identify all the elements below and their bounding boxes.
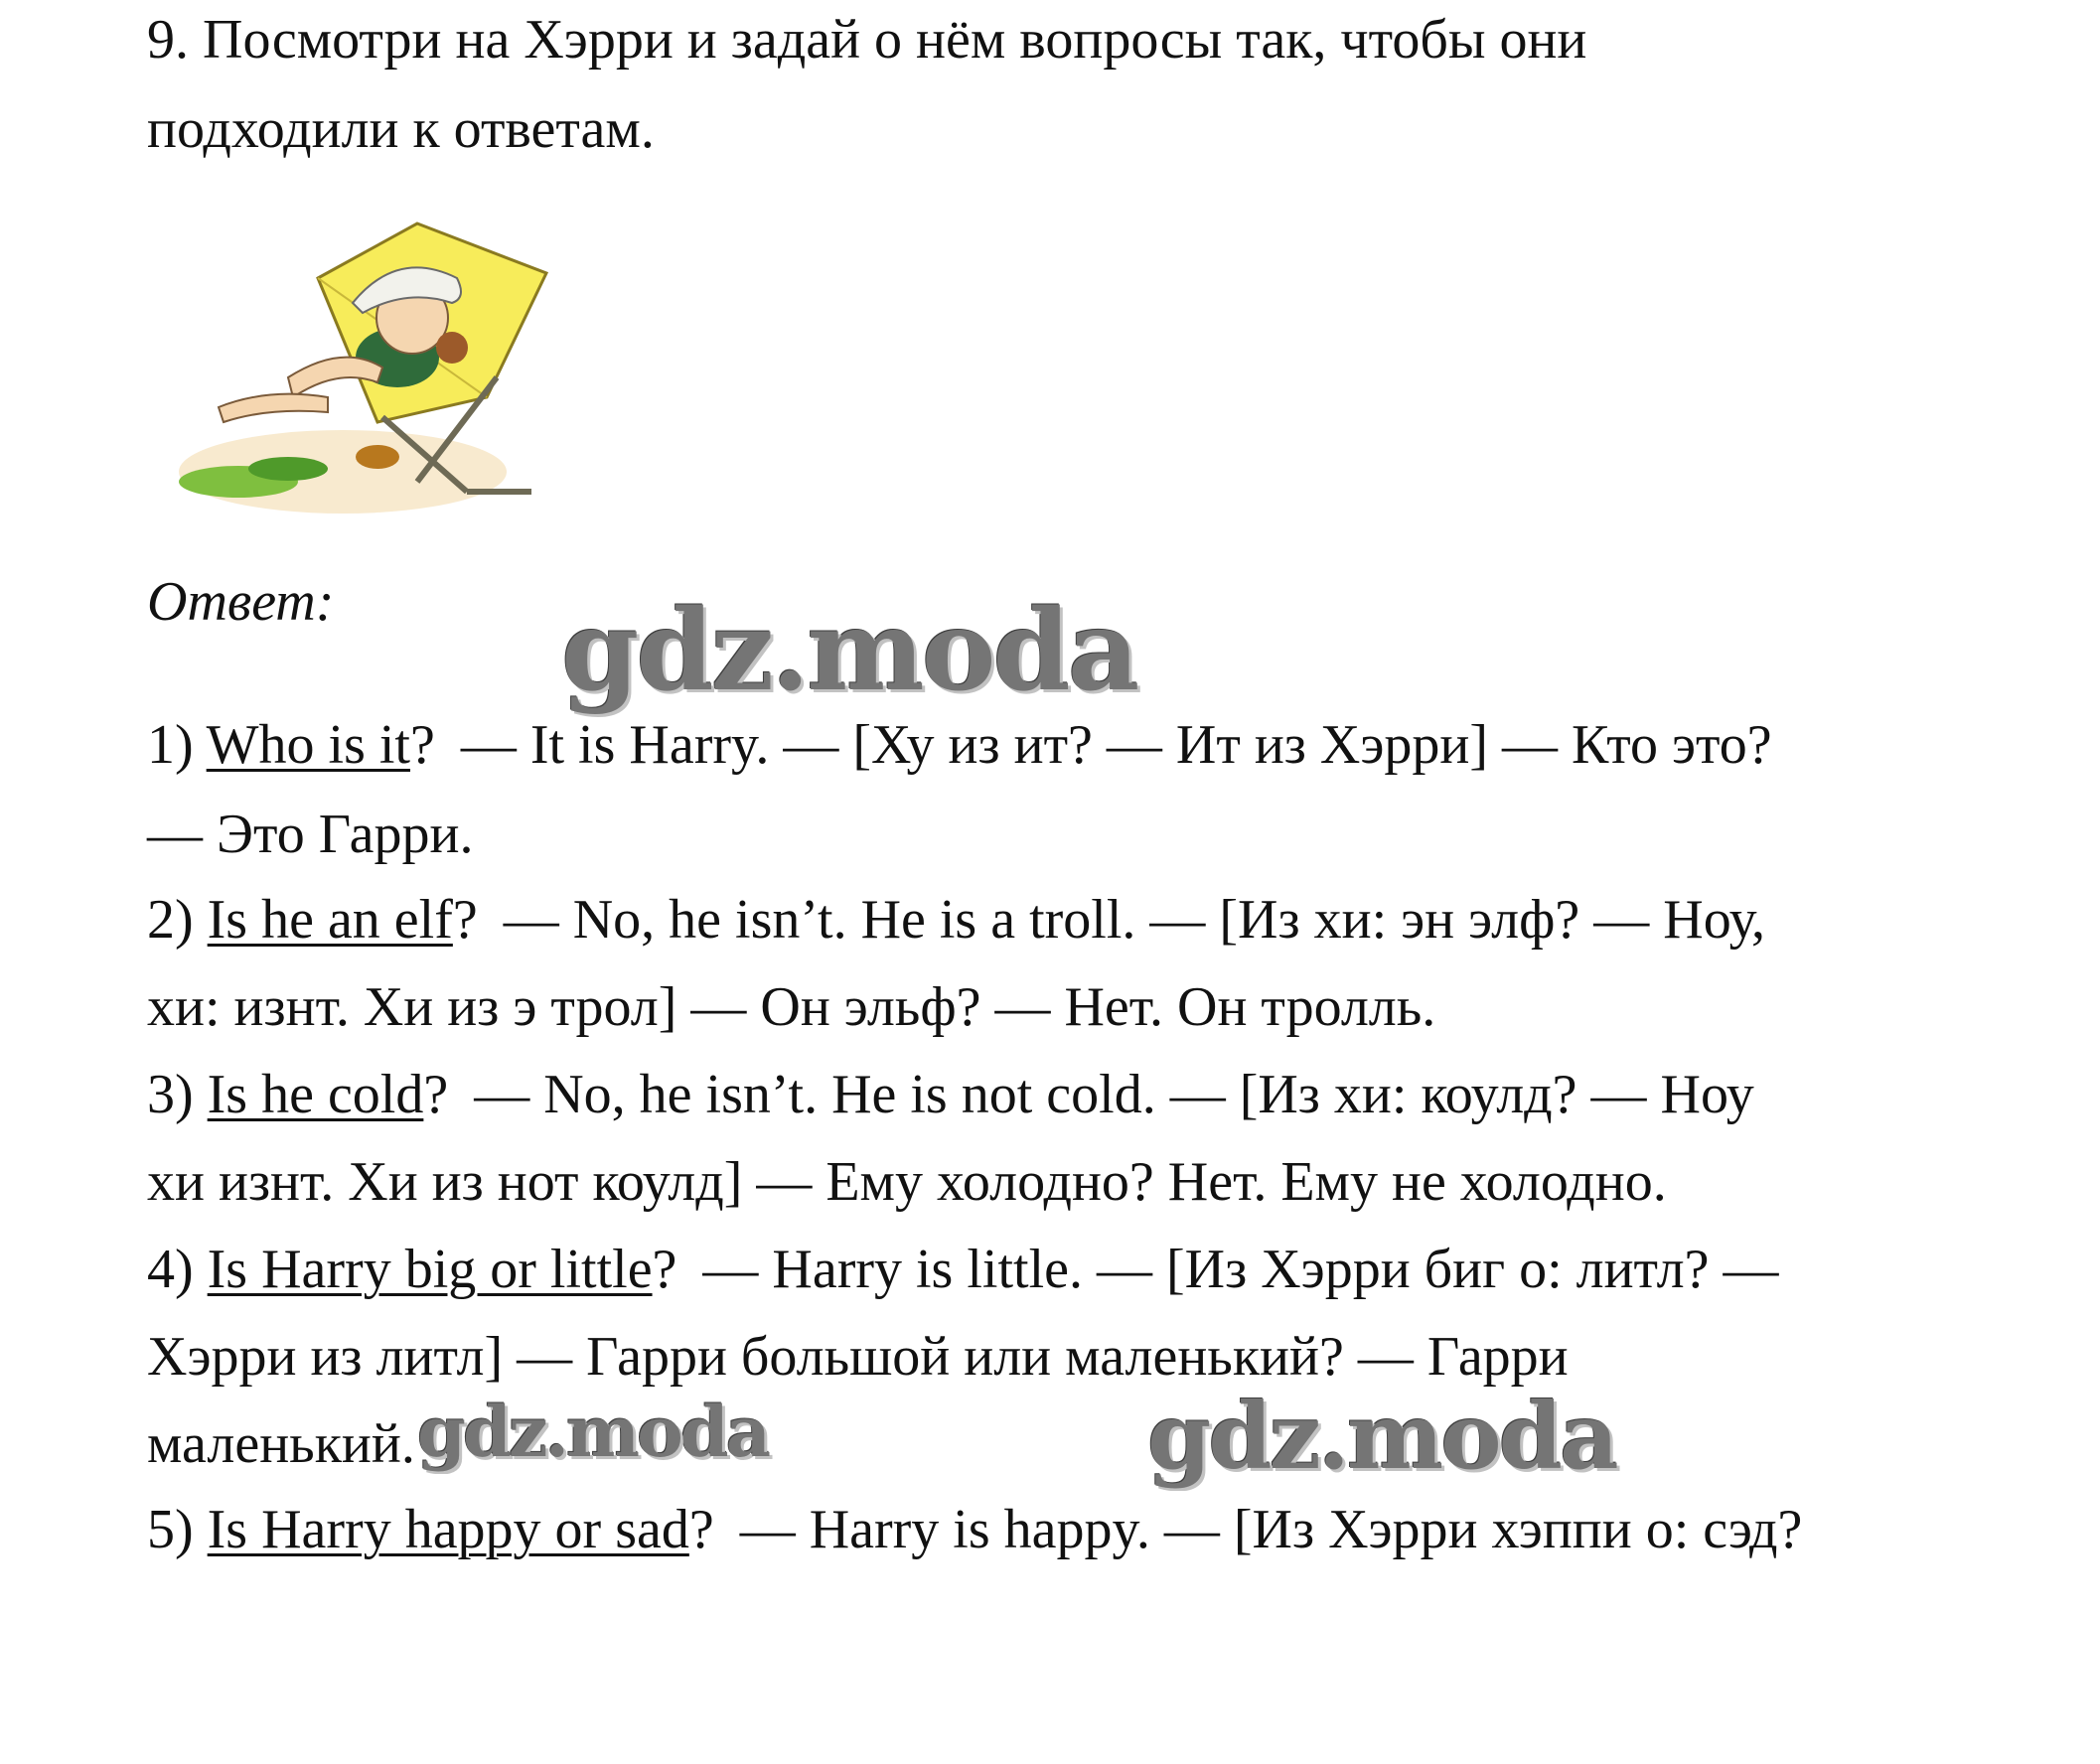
question-text: Who is it [206, 714, 410, 776]
answer-text: — No, he isn’t. He is a troll. — [Из хи: эн элф? — Ноу, [503, 889, 1765, 951]
item-number: 3) [147, 1064, 194, 1125]
question-mark: ? [423, 1064, 449, 1125]
watermark: gdz.moda [1147, 1383, 1616, 1490]
watermark: gdz.moda [417, 1391, 769, 1473]
answer-item-1-line-2: — Это Гарри. [147, 804, 474, 865]
answer-item-4-line-3: маленький. [147, 1413, 415, 1475]
question-mark: ? [688, 1499, 714, 1560]
answer-text: — Harry is happy. — [Из Хэрри хэппи о: сэд? [739, 1499, 1803, 1560]
task-heading-line-2: подходили к ответам. [147, 98, 655, 160]
answer-text: — It is Harry. — [Ху из ит? — Ит из Хэрри] — Кто это? [460, 714, 1772, 776]
task-heading-line-1: 9. Посмотри на Хэрри и задай о нём вопросы так, чтобы они [147, 9, 1587, 71]
question-text: Is he cold [207, 1064, 424, 1125]
question-text: Is Harry big or little [207, 1239, 653, 1300]
answer-item-3-line-2: хи изнт. Хи из нот коулд] — Ему холодно? Нет. Ему не холодно. [147, 1151, 1667, 1213]
item-number: 2) [147, 889, 194, 951]
answer-item-4-line-2: Хэрри из литл] — Гарри большой или маленький? — Гарри [147, 1326, 1569, 1388]
item-number: 1) [147, 714, 194, 776]
answer-item-4-line-1 [147, 1238, 1778, 1301]
watermark: gdz.moda [561, 586, 1137, 716]
item-number: 5) [147, 1499, 194, 1560]
answer-item-5-line-1 [147, 1498, 1802, 1561]
harry-deck-chair-illustration [169, 209, 566, 526]
answer-text: — No, he isn’t. He is not cold. — [Из хи: коулд? — Ноу [474, 1064, 1754, 1125]
question-mark: ? [409, 714, 435, 776]
answer-text: — Harry is little. — [Из Хэрри биг о: литл? — [702, 1239, 1779, 1300]
question-text: Is he an elf [207, 889, 453, 951]
answer-item-3-line-1 [147, 1063, 1754, 1126]
answer-item-1-line-1 [147, 713, 1772, 777]
answer-label: Ответ: [147, 571, 335, 633]
question-mark: ? [652, 1239, 677, 1300]
question-mark: ? [452, 889, 478, 951]
answer-item-2-line-2: хи: изнт. Хи из э трол] — Он эльф? — Нет. Он тролль. [147, 976, 1436, 1038]
item-number: 4) [147, 1239, 194, 1300]
answer-item-2-line-1 [147, 888, 1765, 952]
question-text: Is Harry happy or sad [207, 1499, 689, 1560]
